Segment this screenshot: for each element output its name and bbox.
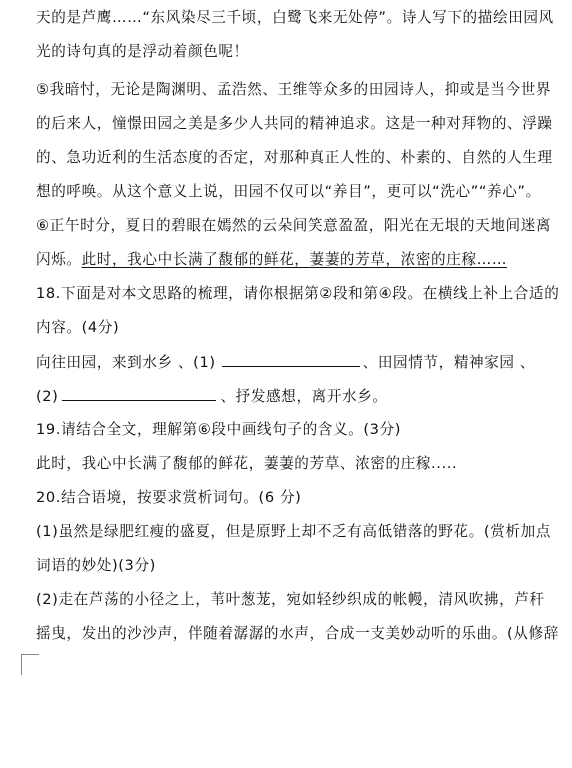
question-18-blank-line-1: [36, 352, 535, 373]
text-line: 的、急功近利的生活态度的否定，对那种真正人性的、朴素的、自然的人生理: [36, 149, 553, 166]
text-line: 的后来人，憧憬田园之美是多少人共同的精神追求。这是一种对拜物的、浮躁: [36, 115, 553, 132]
text-fragment: 向往田园，来到水乡 、(1): [36, 354, 216, 371]
text-line: 光的诗句真的是浮动着颜色呢！: [36, 43, 249, 60]
text-fragment: (2): [36, 388, 59, 405]
question-20-text: 20.结合语境，按要求赏析词句。(6 分): [36, 489, 302, 506]
text-line: ⑤我暗忖，无论是陶渊明、孟浩然、王维等众多的田园诗人，抑或是当今世界: [36, 81, 552, 98]
question-18-text: 18.下面是对本文思路的梳理，请你根据第②段和第④段。在横线上补上合适的: [36, 285, 560, 302]
question-20-item-1: (1)虽然是绿肥红瘦的盛夏，但是原野上却不乏有高低错落的野花。(赏析加点: [36, 523, 551, 540]
question-18-blank-line-2: [36, 386, 388, 407]
text-fragment: 闪烁。: [36, 251, 82, 268]
question-20-item-2: 摇曳，发出的沙沙声，伴随着潺潺的水声，合成一支美妙动听的乐曲。(从修辞: [36, 625, 559, 642]
text-line-with-underline: [36, 250, 507, 270]
text-line: 想的呼唤。从这个意义上说，田园不仅可以“养目”，更可以“洗心”“养心”。: [36, 183, 541, 200]
question-19-text: 19.请结合全文，理解第⑥段中画线句子的含义。(3分): [36, 421, 402, 438]
text-line: 天的是芦鹰……“东风染尽三千顷，白鹭飞来无处停”。诗人写下的描绘田园风: [36, 9, 554, 26]
underlined-sentence: 此时，我心中长满了馥郁的鲜花，萋萋的芳草，浓密的庄稼……: [81, 251, 508, 268]
question-18-text: 内容。(4分): [36, 319, 120, 336]
question-20-item-2: (2)走在芦荡的小径之上，苇叶葱茏，宛如轻纱织成的帐幔，清风吹拂，芦秆: [36, 591, 545, 608]
text-fragment: 、田园情节，精神家园 、: [362, 354, 536, 371]
answer-blank-2[interactable]: [62, 386, 216, 401]
question-20-item-1: 词语的妙处)(3分): [36, 557, 156, 574]
answer-blank-1[interactable]: [222, 352, 360, 367]
text-fragment: 、抒发感想，离开水乡。: [220, 388, 388, 405]
text-line: ⑥正午时分，夏日的碧眼在嫣然的云朵间笑意盈盈，阳光在无垠的天地间迷离: [36, 217, 552, 234]
question-19-sentence: 此时，我心中长满了馥郁的鲜花，萋萋的芳草、浓密的庄稼.....: [36, 455, 458, 472]
page-corner-mark: [21, 654, 39, 675]
